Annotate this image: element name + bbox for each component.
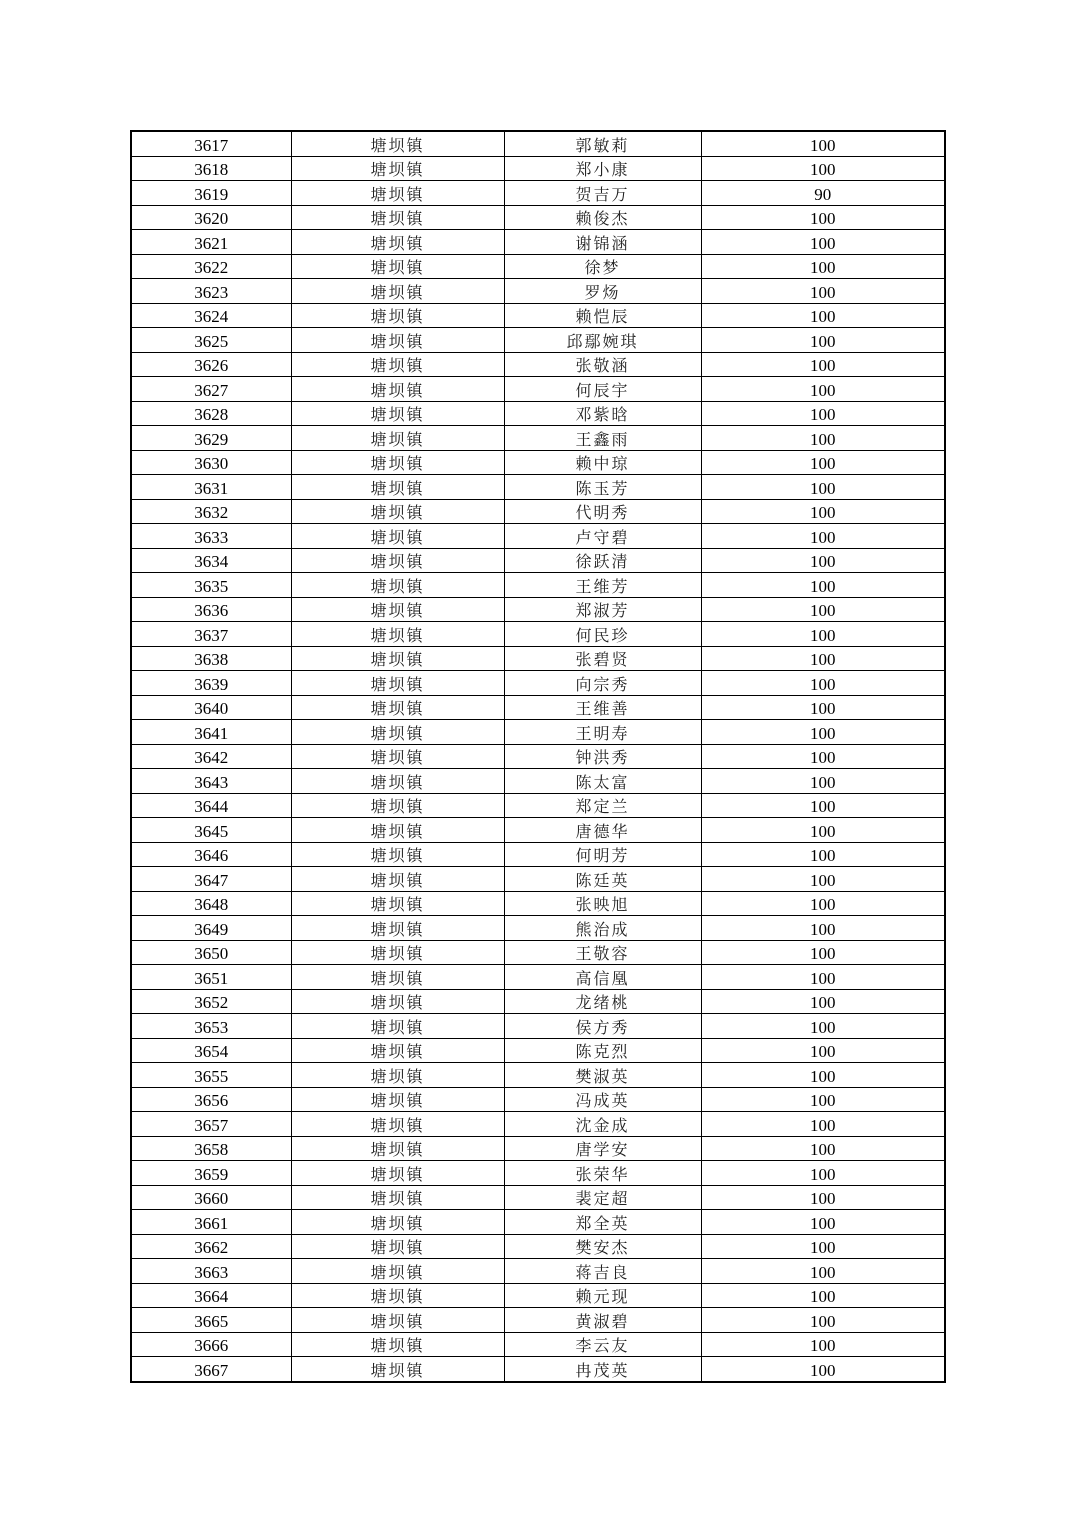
person-name-cell: 张映旭	[504, 891, 701, 916]
serial-number-cell: 3635	[131, 573, 291, 598]
serial-number-cell: 3626	[131, 352, 291, 377]
table-row	[131, 1038, 945, 1063]
town-cell: 塘坝镇	[291, 1136, 504, 1161]
table-row	[131, 989, 945, 1014]
amount-cell: 100	[701, 1308, 945, 1333]
amount-cell: 100	[701, 426, 945, 451]
amount-cell: 100	[701, 793, 945, 818]
serial-number-cell: 3619	[131, 181, 291, 206]
table-row	[131, 842, 945, 867]
person-name-cell: 罗炀	[504, 279, 701, 304]
table-row	[131, 1087, 945, 1112]
person-name-cell: 郑小康	[504, 156, 701, 181]
person-name-cell: 徐跃清	[504, 548, 701, 573]
table-row	[131, 499, 945, 524]
amount-cell: 100	[701, 842, 945, 867]
town-cell: 塘坝镇	[291, 181, 504, 206]
person-name-cell: 唐德华	[504, 818, 701, 843]
town-cell: 塘坝镇	[291, 1234, 504, 1259]
town-cell: 塘坝镇	[291, 842, 504, 867]
person-name-cell: 王敬容	[504, 940, 701, 965]
town-cell: 塘坝镇	[291, 1185, 504, 1210]
amount-cell: 100	[701, 1185, 945, 1210]
town-cell: 塘坝镇	[291, 279, 504, 304]
amount-cell: 100	[701, 1063, 945, 1088]
serial-number-cell: 3639	[131, 671, 291, 696]
amount-cell: 100	[701, 377, 945, 402]
person-name-cell: 郑淑芳	[504, 597, 701, 622]
person-name-cell: 高信凰	[504, 965, 701, 990]
table-row	[131, 1185, 945, 1210]
table-row	[131, 622, 945, 647]
serial-number-cell: 3634	[131, 548, 291, 573]
town-cell: 塘坝镇	[291, 1210, 504, 1235]
serial-number-cell: 3646	[131, 842, 291, 867]
table-row	[131, 793, 945, 818]
serial-number-cell: 3644	[131, 793, 291, 818]
town-cell: 塘坝镇	[291, 916, 504, 941]
town-cell: 塘坝镇	[291, 1161, 504, 1186]
person-name-cell: 赖恺辰	[504, 303, 701, 328]
person-name-cell: 樊安杰	[504, 1234, 701, 1259]
person-name-cell: 王维芳	[504, 573, 701, 598]
serial-number-cell: 3622	[131, 254, 291, 279]
table-row	[131, 769, 945, 794]
table-row	[131, 867, 945, 892]
serial-number-cell: 3665	[131, 1308, 291, 1333]
town-cell: 塘坝镇	[291, 377, 504, 402]
person-name-cell: 陈玉芳	[504, 475, 701, 500]
table-row	[131, 1308, 945, 1333]
amount-cell: 100	[701, 1087, 945, 1112]
person-name-cell: 黄淑碧	[504, 1308, 701, 1333]
town-cell: 塘坝镇	[291, 1087, 504, 1112]
amount-cell: 100	[701, 695, 945, 720]
person-name-cell: 冉茂英	[504, 1357, 701, 1382]
serial-number-cell: 3637	[131, 622, 291, 647]
amount-cell: 100	[701, 1038, 945, 1063]
serial-number-cell: 3620	[131, 205, 291, 230]
town-cell: 塘坝镇	[291, 205, 504, 230]
person-name-cell: 贺吉万	[504, 181, 701, 206]
amount-cell: 100	[701, 597, 945, 622]
table-row	[131, 254, 945, 279]
person-name-cell: 张碧贤	[504, 646, 701, 671]
table-row	[131, 646, 945, 671]
table-row	[131, 940, 945, 965]
table-row	[131, 744, 945, 769]
table-row	[131, 1283, 945, 1308]
serial-number-cell: 3630	[131, 450, 291, 475]
person-name-cell: 张敬涵	[504, 352, 701, 377]
amount-cell: 100	[701, 1357, 945, 1382]
person-name-cell: 熊治成	[504, 916, 701, 941]
serial-number-cell: 3640	[131, 695, 291, 720]
serial-number-cell: 3645	[131, 818, 291, 843]
serial-number-cell: 3654	[131, 1038, 291, 1063]
town-cell: 塘坝镇	[291, 818, 504, 843]
amount-cell: 100	[701, 131, 945, 156]
table-row	[131, 695, 945, 720]
amount-cell: 100	[701, 573, 945, 598]
table-row	[131, 156, 945, 181]
serial-number-cell: 3624	[131, 303, 291, 328]
person-name-cell: 徐梦	[504, 254, 701, 279]
serial-number-cell: 3667	[131, 1357, 291, 1382]
person-name-cell: 赖中琼	[504, 450, 701, 475]
amount-cell: 100	[701, 818, 945, 843]
person-name-cell: 王鑫雨	[504, 426, 701, 451]
person-name-cell: 何明芳	[504, 842, 701, 867]
town-cell: 塘坝镇	[291, 867, 504, 892]
serial-number-cell: 3652	[131, 989, 291, 1014]
table-row	[131, 1234, 945, 1259]
person-name-cell: 陈廷英	[504, 867, 701, 892]
serial-number-cell: 3636	[131, 597, 291, 622]
serial-number-cell: 3659	[131, 1161, 291, 1186]
amount-cell: 100	[701, 450, 945, 475]
serial-number-cell: 3647	[131, 867, 291, 892]
town-cell: 塘坝镇	[291, 524, 504, 549]
serial-number-cell: 3643	[131, 769, 291, 794]
town-cell: 塘坝镇	[291, 1112, 504, 1137]
person-name-cell: 沈金成	[504, 1112, 701, 1137]
town-cell: 塘坝镇	[291, 230, 504, 255]
person-name-cell: 代明秀	[504, 499, 701, 524]
serial-number-cell: 3650	[131, 940, 291, 965]
serial-number-cell: 3662	[131, 1234, 291, 1259]
town-cell: 塘坝镇	[291, 744, 504, 769]
serial-number-cell: 3632	[131, 499, 291, 524]
town-cell: 塘坝镇	[291, 940, 504, 965]
serial-number-cell: 3657	[131, 1112, 291, 1137]
amount-cell: 100	[701, 940, 945, 965]
table-row	[131, 1210, 945, 1235]
amount-cell: 100	[701, 1112, 945, 1137]
table-row	[131, 891, 945, 916]
serial-number-cell: 3638	[131, 646, 291, 671]
amount-cell: 100	[701, 205, 945, 230]
town-cell: 塘坝镇	[291, 793, 504, 818]
amount-cell: 100	[701, 475, 945, 500]
person-name-cell: 唐学安	[504, 1136, 701, 1161]
serial-number-cell: 3664	[131, 1283, 291, 1308]
amount-cell: 100	[701, 1014, 945, 1039]
person-name-cell: 龙绪桃	[504, 989, 701, 1014]
town-cell: 塘坝镇	[291, 695, 504, 720]
serial-number-cell: 3648	[131, 891, 291, 916]
person-name-cell: 冯成英	[504, 1087, 701, 1112]
town-cell: 塘坝镇	[291, 1357, 504, 1382]
serial-number-cell: 3651	[131, 965, 291, 990]
serial-number-cell: 3628	[131, 401, 291, 426]
table-row	[131, 401, 945, 426]
town-cell: 塘坝镇	[291, 1283, 504, 1308]
town-cell: 塘坝镇	[291, 328, 504, 353]
table-row	[131, 328, 945, 353]
table-row	[131, 1112, 945, 1137]
table-row	[131, 1136, 945, 1161]
person-name-cell: 张荣华	[504, 1161, 701, 1186]
amount-cell: 100	[701, 1259, 945, 1284]
amount-cell: 100	[701, 279, 945, 304]
person-name-cell: 赖元现	[504, 1283, 701, 1308]
serial-number-cell: 3623	[131, 279, 291, 304]
person-name-cell: 陈克烈	[504, 1038, 701, 1063]
serial-number-cell: 3627	[131, 377, 291, 402]
town-cell: 塘坝镇	[291, 426, 504, 451]
table-row	[131, 548, 945, 573]
person-name-cell: 邓紫晗	[504, 401, 701, 426]
table-row	[131, 131, 945, 156]
person-name-cell: 何辰宇	[504, 377, 701, 402]
town-cell: 塘坝镇	[291, 352, 504, 377]
person-name-cell: 蒋吉良	[504, 1259, 701, 1284]
person-name-cell: 樊淑英	[504, 1063, 701, 1088]
table-row	[131, 965, 945, 990]
serial-number-cell: 3663	[131, 1259, 291, 1284]
serial-number-cell: 3666	[131, 1332, 291, 1357]
amount-cell: 100	[701, 622, 945, 647]
serial-number-cell: 3642	[131, 744, 291, 769]
amount-cell: 100	[701, 720, 945, 745]
person-name-cell: 钟洪秀	[504, 744, 701, 769]
person-name-cell: 郑定兰	[504, 793, 701, 818]
amount-cell: 100	[701, 646, 945, 671]
table-row	[131, 1161, 945, 1186]
amount-cell: 100	[701, 1283, 945, 1308]
town-cell: 塘坝镇	[291, 965, 504, 990]
person-name-cell: 何民珍	[504, 622, 701, 647]
table-row	[131, 475, 945, 500]
table-row	[131, 671, 945, 696]
town-cell: 塘坝镇	[291, 1259, 504, 1284]
person-name-cell: 郭敏莉	[504, 131, 701, 156]
table-row	[131, 352, 945, 377]
serial-number-cell: 3618	[131, 156, 291, 181]
town-cell: 塘坝镇	[291, 989, 504, 1014]
serial-number-cell: 3655	[131, 1063, 291, 1088]
serial-number-cell: 3641	[131, 720, 291, 745]
town-cell: 塘坝镇	[291, 303, 504, 328]
table-row	[131, 597, 945, 622]
serial-number-cell: 3661	[131, 1210, 291, 1235]
amount-cell: 100	[701, 524, 945, 549]
amount-cell: 100	[701, 1161, 945, 1186]
table-row	[131, 1014, 945, 1039]
person-name-cell: 王维善	[504, 695, 701, 720]
table-row	[131, 573, 945, 598]
amount-cell: 100	[701, 303, 945, 328]
town-cell: 塘坝镇	[291, 622, 504, 647]
table-row	[131, 916, 945, 941]
amount-cell: 100	[701, 965, 945, 990]
table-row	[131, 524, 945, 549]
table-row	[131, 818, 945, 843]
town-cell: 塘坝镇	[291, 254, 504, 279]
amount-cell: 100	[701, 1210, 945, 1235]
table-row	[131, 1259, 945, 1284]
person-name-cell: 裴定超	[504, 1185, 701, 1210]
person-name-cell: 侯方秀	[504, 1014, 701, 1039]
amount-cell: 100	[701, 352, 945, 377]
serial-number-cell: 3660	[131, 1185, 291, 1210]
person-name-cell: 赖俊杰	[504, 205, 701, 230]
town-cell: 塘坝镇	[291, 450, 504, 475]
town-cell: 塘坝镇	[291, 131, 504, 156]
town-cell: 塘坝镇	[291, 597, 504, 622]
serial-number-cell: 3617	[131, 131, 291, 156]
person-name-cell: 郑全英	[504, 1210, 701, 1235]
person-name-cell: 邱鄢婉琪	[504, 328, 701, 353]
amount-cell: 90	[701, 181, 945, 206]
table-row	[131, 181, 945, 206]
amount-cell: 100	[701, 401, 945, 426]
town-cell: 塘坝镇	[291, 671, 504, 696]
serial-number-cell: 3631	[131, 475, 291, 500]
serial-number-cell: 3621	[131, 230, 291, 255]
serial-number-cell: 3656	[131, 1087, 291, 1112]
town-cell: 塘坝镇	[291, 720, 504, 745]
table-row	[131, 450, 945, 475]
town-cell: 塘坝镇	[291, 891, 504, 916]
person-name-cell: 卢守碧	[504, 524, 701, 549]
table-row	[131, 1063, 945, 1088]
amount-cell: 100	[701, 769, 945, 794]
table-row	[131, 426, 945, 451]
table-row	[131, 377, 945, 402]
amount-cell: 100	[701, 156, 945, 181]
person-name-cell: 谢锦涵	[504, 230, 701, 255]
town-cell: 塘坝镇	[291, 401, 504, 426]
person-name-cell: 李云友	[504, 1332, 701, 1357]
amount-cell: 100	[701, 1136, 945, 1161]
person-name-cell: 王明寿	[504, 720, 701, 745]
town-cell: 塘坝镇	[291, 1014, 504, 1039]
town-cell: 塘坝镇	[291, 1308, 504, 1333]
town-cell: 塘坝镇	[291, 769, 504, 794]
amount-cell: 100	[701, 891, 945, 916]
town-cell: 塘坝镇	[291, 573, 504, 598]
table-row	[131, 230, 945, 255]
town-cell: 塘坝镇	[291, 475, 504, 500]
amount-cell: 100	[701, 328, 945, 353]
serial-number-cell: 3653	[131, 1014, 291, 1039]
town-cell: 塘坝镇	[291, 156, 504, 181]
town-cell: 塘坝镇	[291, 1038, 504, 1063]
serial-number-cell: 3658	[131, 1136, 291, 1161]
person-name-cell: 向宗秀	[504, 671, 701, 696]
table-row	[131, 1332, 945, 1357]
serial-number-cell: 3633	[131, 524, 291, 549]
town-cell: 塘坝镇	[291, 1063, 504, 1088]
amount-cell: 100	[701, 254, 945, 279]
amount-cell: 100	[701, 867, 945, 892]
table-row	[131, 205, 945, 230]
table-row	[131, 1357, 945, 1382]
roster-table-body	[131, 131, 945, 1382]
amount-cell: 100	[701, 744, 945, 769]
amount-cell: 100	[701, 989, 945, 1014]
table-row	[131, 720, 945, 745]
amount-cell: 100	[701, 916, 945, 941]
table-row	[131, 303, 945, 328]
amount-cell: 100	[701, 548, 945, 573]
amount-cell: 100	[701, 230, 945, 255]
roster-table	[130, 130, 946, 1383]
amount-cell: 100	[701, 499, 945, 524]
serial-number-cell: 3629	[131, 426, 291, 451]
serial-number-cell: 3625	[131, 328, 291, 353]
town-cell: 塘坝镇	[291, 548, 504, 573]
amount-cell: 100	[701, 1332, 945, 1357]
amount-cell: 100	[701, 671, 945, 696]
serial-number-cell: 3649	[131, 916, 291, 941]
town-cell: 塘坝镇	[291, 1332, 504, 1357]
amount-cell: 100	[701, 1234, 945, 1259]
town-cell: 塘坝镇	[291, 646, 504, 671]
table-row	[131, 279, 945, 304]
person-name-cell: 陈太富	[504, 769, 701, 794]
town-cell: 塘坝镇	[291, 499, 504, 524]
